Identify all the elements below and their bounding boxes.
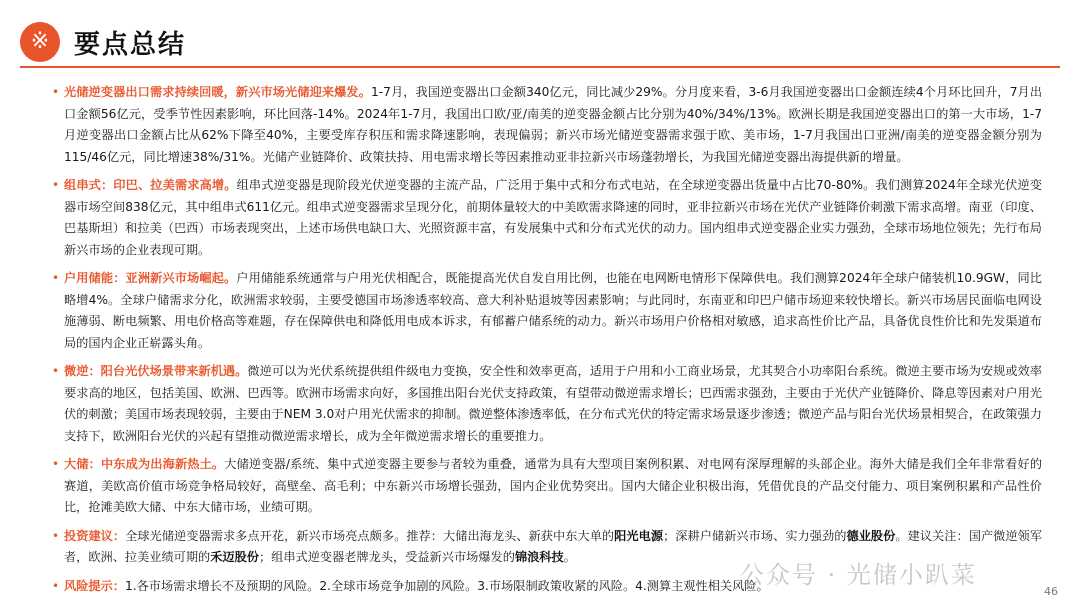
recommended-stock: 禾迈股份 [210, 550, 259, 564]
summary-item-micro-inverter [64, 361, 1042, 447]
summary-list [64, 82, 1042, 604]
advice-text: ；深耕户储新兴市场、实力强劲的 [663, 528, 847, 543]
advice-text: 。 [563, 550, 576, 564]
page-title: 要点总结 [74, 30, 187, 60]
recommended-stock: 德业股份 [846, 528, 896, 543]
summary-body: 1.各市场需求增长不及预期的风险。2.全球市场竞争加剧的风险。3.市场限制政策收紧的风险。4.测算主观性相关风险。 [124, 578, 769, 593]
summary-body: 1-7月，我国逆变器出口金额340亿元，同比减少29%。分月度来看，3-6月我国逆变器出口金额连续4个月环比回升，7月出口金额56亿元，受季节性因素影响，环比回落-14%。2024年1-7月，我国出口欧/亚/南美的逆变器金额占比分别为40%/34%/13%。欧洲长期是我国逆变器出口的第一大市场，1-7月逆变器出口金额占比从62%下降至40%，主要受库存积压和需求降速影响，表现偏弱；新兴市场光储逆变器需求强于欧、美市场，1-7月我国出口亚洲/南美的逆变器金额分别为115/46亿元，同比增速38%/31%。光储产业链降价、政策扶持、用电需求增长等因素推动亚非拉新兴市场蓬勃增长，为我国光储逆变器出海提供新的增量。 [64, 85, 1043, 164]
recommended-stock: 锦浪科技 [514, 550, 564, 564]
asterisk-icon: ※ [20, 22, 60, 62]
summary-body: 组串式逆变器是现阶段光伏逆变器的主流产品，广泛用于集中式和分布式电站，在全球逆变器出货量中占比70-80%。我们测算2024年全球光伏逆变器市场空间838亿元，其中组串式611亿元。组串式逆变器需求呈现分化，前期体量较大的中美欧需求降速的同时，亚非拉新兴市场在光伏产业链降价刺激下需求高增。南亚（印度、巴基斯坦）和拉美（巴西）市场表现突出，上述市场供电缺口大、光照资源丰富，有发展集中式和分布式光伏的动力。国内组串式逆变器企业实力强劲，全球市场地位领先；先行布局新兴市场的企业表现可期。 [64, 178, 1042, 257]
summary-lead: 光储逆变器出口需求持续回暖，新兴市场光储迎来爆发。 [64, 85, 371, 99]
slide-header [20, 18, 1060, 78]
summary-item-household-storage [64, 268, 1042, 354]
summary-lead: 户用储能：亚洲新兴市场崛起。 [64, 271, 237, 285]
summary-lead: 微逆：阳台光伏场景带来新机遇。 [64, 364, 248, 378]
advice-text: 。建议关注：国产微逆领军者，欧洲、拉美业绩可期的 [64, 528, 1043, 564]
summary-lead: 组串式：印巴、拉美需求高增。 [64, 178, 237, 192]
summary-lead: 投资建议： [64, 528, 126, 543]
summary-body: 户用储能系统通常与户用光伏相配合，既能提高光伏自发自用比例，也能在电网断电情形下保障供电。我们测算2024年全球户储装机10.9GW，同比略增4%。全球户储需求分化，欧洲需求较弱，主要受德国市场渗透率较高、意大利补贴退坡等因素影响；与此同时，东南亚和印巴户储市场迎来较快增长。新兴市场居民面临电网设施薄弱、断电频繁、用电价格高等难题，存在保障供电和降低用电成本诉求，有郁蓄户储系统的动力。新兴市场用户价格相对敏感，追求高性价比产品，具备优良性价比和先发渠道布局的国内企业正崭露头角。 [64, 271, 1042, 350]
advice-text: 全球光储逆变器需求多点开花，新兴市场亮点颇多。推荐：大储出海龙头、新获中东大单的 [125, 528, 615, 543]
summary-lead: 风险提示： [64, 578, 125, 593]
summary-item-string-inverter [64, 175, 1042, 261]
summary-item-inverter-exports [64, 82, 1042, 168]
summary-body: 大储逆变器/系统、集中式逆变器主要参与者较为重叠，通常为具有大型项目案例积累、对电网有深厚理解的头部企业。海外大储是我们全年非常看好的赛道，美欧高价值市场竞争格局较好，高壁垒、高毛利；中东新兴市场增长强劲，国内企业优势突出。国内大储企业积极出海，凭借优良的产品交付能力、项目案例积累和产品性价比，抢滩美欧大储、中东大储市场，业绩可期。 [64, 457, 1043, 514]
summary-lead: 大储：中东成为出海新热土。 [64, 457, 225, 471]
summary-item-utility-storage [64, 454, 1042, 519]
recommended-stock: 阳光电源 [614, 528, 664, 543]
summary-body: 微逆可以为光伏系统提供组件级电力变换，安全性和效率更高，适用于户用和小工商业场景，尤其契合小功率阳台系统。微逆主要市场为安规或效率要求高的地区，包括美国、欧洲、巴西等。欧洲市场需求向好，多国推出阳台光伏支持政策，有望带动微逆需求增长；巴西需求强劲，主要由于光伏产业链降价、降息等因素对户用光伏的刺激；美国市场表现较弱，主要由于NEM 3.0对户用光伏需求的抑制。微逆整体渗透率低，在分布式光伏的特定需求场景逐步渗透；微逆产品与阳台光伏场景相契合，在政策强力支持下，欧洲阳台光伏的兴起有望推动微逆需求增长，成为全年微逆需求增长的重要推力。 [64, 364, 1043, 443]
advice-text: ；组串式逆变器老牌龙头，受益新兴市场爆发的 [259, 550, 515, 564]
watermark: 公众号 · 光储小趴菜 [740, 561, 977, 589]
header-divider [20, 66, 1060, 68]
page-number: 46 [1044, 585, 1058, 598]
